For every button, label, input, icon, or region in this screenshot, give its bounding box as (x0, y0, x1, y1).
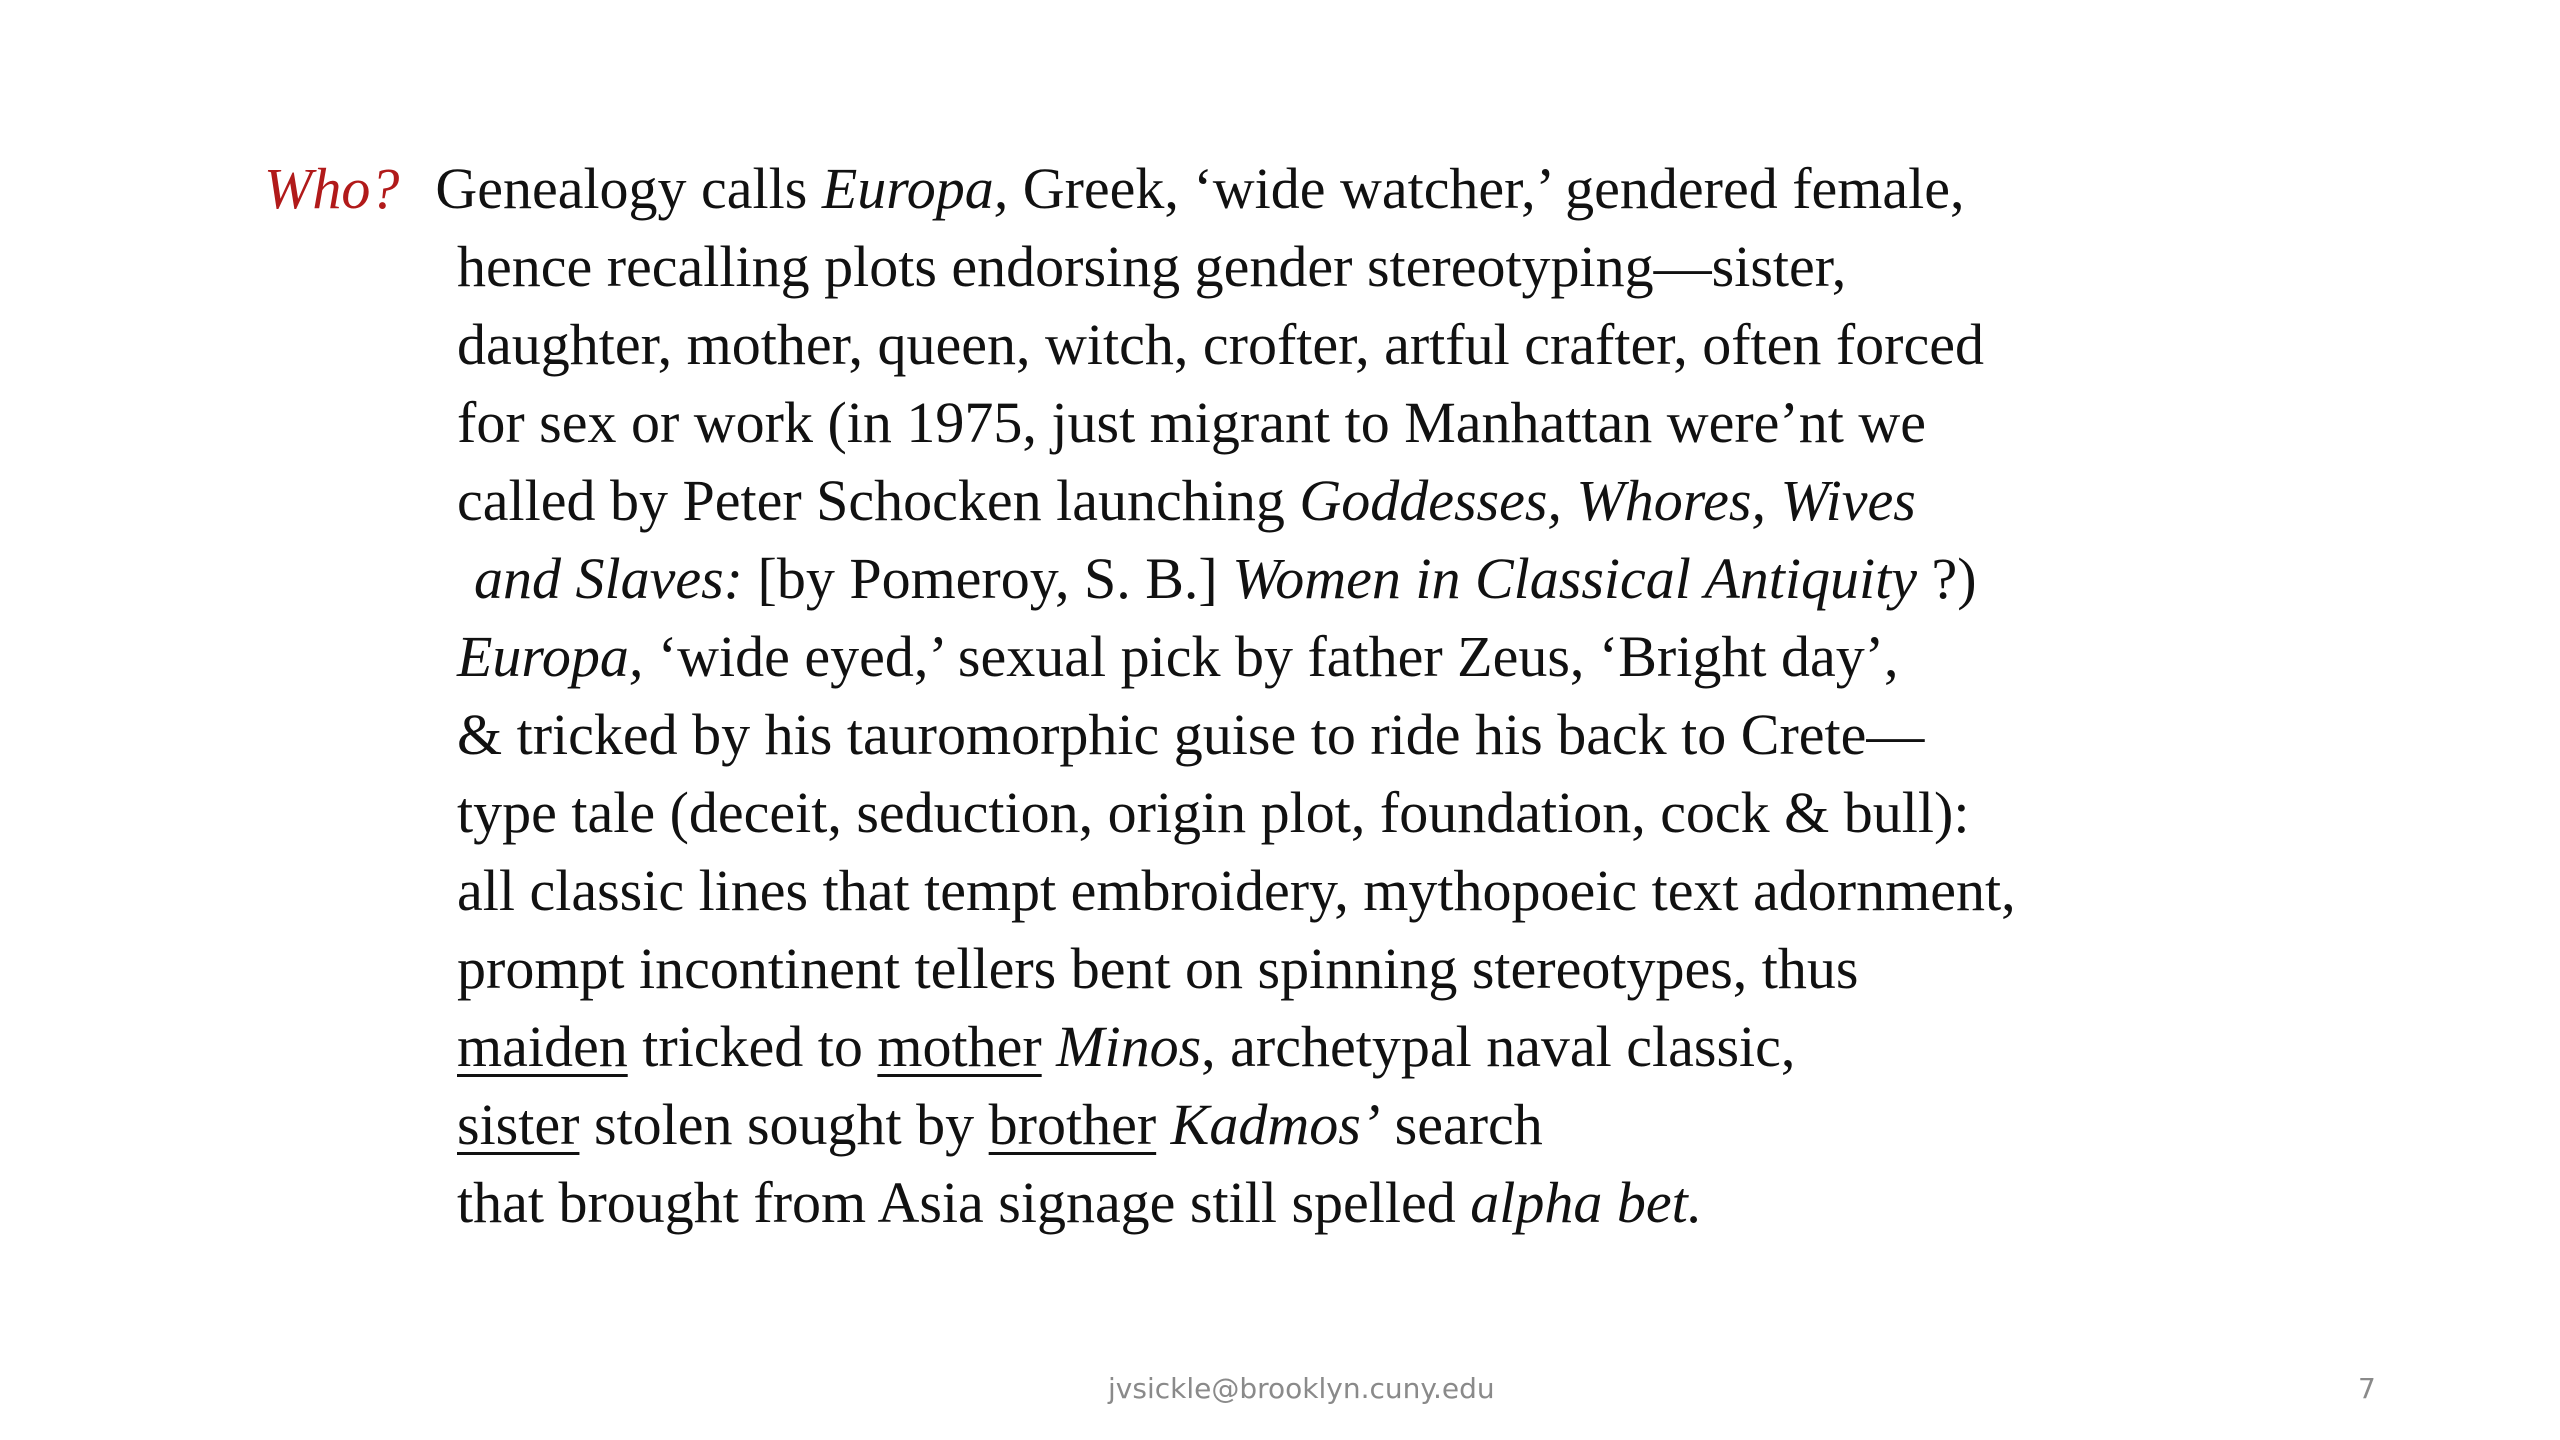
text-segment: called by Peter Schocken launching (457, 468, 1300, 533)
text-line-1 (264, 150, 2264, 228)
text-line-12 (264, 1008, 2264, 1086)
italic-text: Europa, (457, 624, 644, 689)
text-segment: daughter, mother, queen, witch, crofter, artful crafter, often forced (457, 312, 1984, 377)
text-segment: prompt incontinent tellers bent on spinning stereotypes, thus (457, 936, 1859, 1001)
text-segment: type tale (deceit, seduction, origin plot, foundation, cock & bull): (457, 780, 1970, 845)
text-line-2 (264, 228, 2264, 306)
text-segment: tricked to (627, 1014, 878, 1079)
text-segment: & tricked by his tauromorphic guise to ride his back to Crete— (457, 702, 1925, 767)
underlined-text: brother (988, 1092, 1157, 1157)
text-line-13 (264, 1086, 2264, 1164)
text-line-6 (264, 540, 2264, 618)
text-segment: ‘wide eyed,’ sexual pick by father Zeus, ‘Bright day’, (643, 624, 1899, 689)
slide-body-text (264, 150, 2264, 1242)
footer-page-number: 7 (2358, 1372, 2376, 1405)
text-line-11 (264, 930, 2264, 1008)
underlined-text: maiden (457, 1014, 628, 1079)
text-segment (1156, 1092, 1171, 1157)
footer-email: jvsickle@brooklyn.cuny.edu (1108, 1372, 1495, 1405)
underlined-text: mother (877, 1014, 1042, 1079)
text-line-7 (264, 618, 2264, 696)
italic-text: Goddesses, Whores, Wives (1299, 468, 1916, 533)
italic-text: Kadmos’ (1170, 1092, 1381, 1157)
text-segment (1042, 1014, 1057, 1079)
text-segment: all classic lines that tempt embroidery, mythopoeic text adornment, (457, 858, 2016, 923)
text-segment: , archetypal naval classic, (1201, 1014, 1796, 1079)
text-line-3 (264, 306, 2264, 384)
italic-text: Women in Classical Antiquity (1232, 546, 1917, 611)
text-segment: that brought from Asia signage still spelled (457, 1170, 1471, 1235)
underlined-text: sister (457, 1092, 580, 1157)
text-line-4 (264, 384, 2264, 462)
text-line-5 (264, 462, 2264, 540)
italic-text: and Slaves: (474, 546, 743, 611)
text-line-10 (264, 852, 2264, 930)
text-segment: [by Pomeroy, S. B.] (743, 546, 1233, 611)
text-segment: Greek, ‘wide watcher,’ gendered female, (1008, 156, 1965, 221)
italic-text: alpha bet. (1470, 1170, 1703, 1235)
heading-word-who: Who? (264, 156, 400, 221)
line-content (435, 156, 1964, 221)
text-segment: hence recalling plots endorsing gender stereotyping—sister, (457, 234, 1847, 299)
text-line-9 (264, 774, 2264, 852)
text-line-8 (264, 696, 2264, 774)
text-line-14 (264, 1164, 2264, 1242)
italic-text: Minos (1056, 1014, 1202, 1079)
text-segment: for sex or work (in 1975, just migrant to Manhattan were’nt we (457, 390, 1926, 455)
text-segment: Genealogy calls (435, 156, 822, 221)
text-segment: search (1380, 1092, 1543, 1157)
text-segment: stolen sought by (579, 1092, 989, 1157)
italic-text: Europa, (821, 156, 1009, 221)
text-segment: ?) (1916, 546, 1977, 611)
